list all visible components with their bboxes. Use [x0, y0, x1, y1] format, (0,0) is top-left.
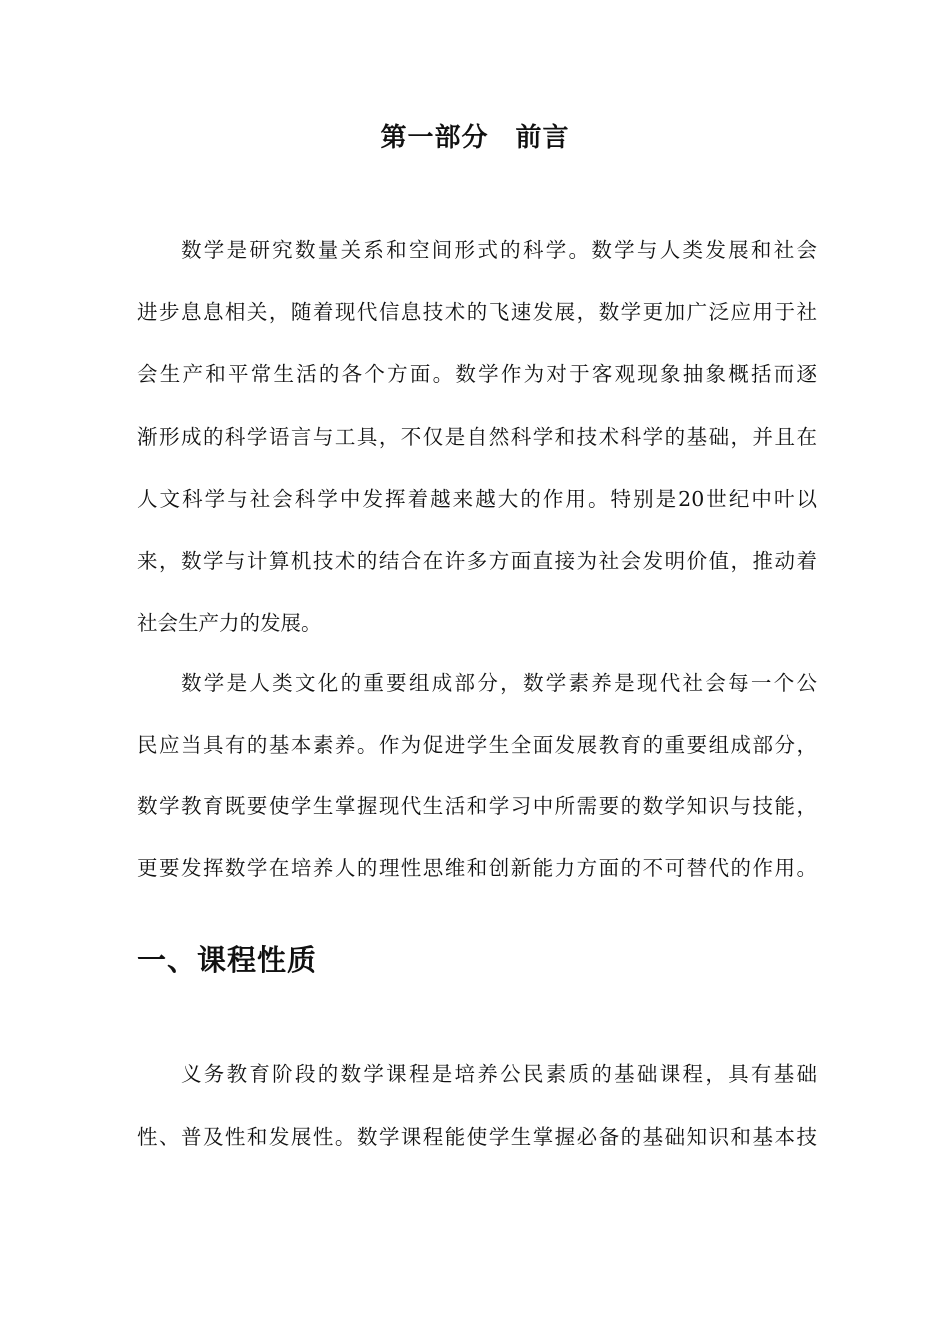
- paragraph-line: 民应当具有的基本素养。作为促进学生全面发展教育的重要组成部分，: [137, 733, 817, 757]
- paragraph-line: 数学是人类文化的重要组成部分，数学素养是现代社会每一个公: [181, 671, 817, 695]
- part-title: 第一部分 前言: [380, 123, 570, 153]
- paragraph-line: 义务教育阶段的数学课程是培养公民素质的基础课程，具有基础: [181, 1062, 817, 1086]
- paragraph-line: 更要发挥数学在培养人的理性思维和创新能力方面的不可替代的作用。: [137, 856, 817, 880]
- paragraph-line: 性、普及性和发展性。数学课程能使学生掌握必备的基础知识和基本技: [137, 1125, 817, 1149]
- paragraph-line: 进步息息相关，随着现代信息技术的飞速发展，数学更加广泛应用于社: [137, 300, 817, 324]
- paragraph-line: 数学教育既要使学生掌握现代生活和学习中所需要的数学知识与技能，: [137, 794, 817, 818]
- section-heading: 一、课程性质: [137, 943, 318, 977]
- paragraph-line: 人文科学与社会科学中发挥着越来越大的作用。特别是20世纪中叶以: [137, 487, 817, 511]
- paragraph-line: 来，数学与计算机技术的结合在许多方面直接为社会发明价值，推动着: [137, 549, 817, 573]
- paragraph-line: 数学是研究数量关系和空间形式的科学。数学与人类发展和社会: [181, 238, 817, 262]
- paragraph-line: 社会生产力的发展。: [137, 611, 322, 635]
- paragraph-line: 渐形成的科学语言与工具，不仅是自然科学和技术科学的基础，并且在: [137, 425, 817, 449]
- paragraph-line: 会生产和平常生活的各个方面。数学作为对于客观现象抽象概括而逐: [137, 362, 817, 386]
